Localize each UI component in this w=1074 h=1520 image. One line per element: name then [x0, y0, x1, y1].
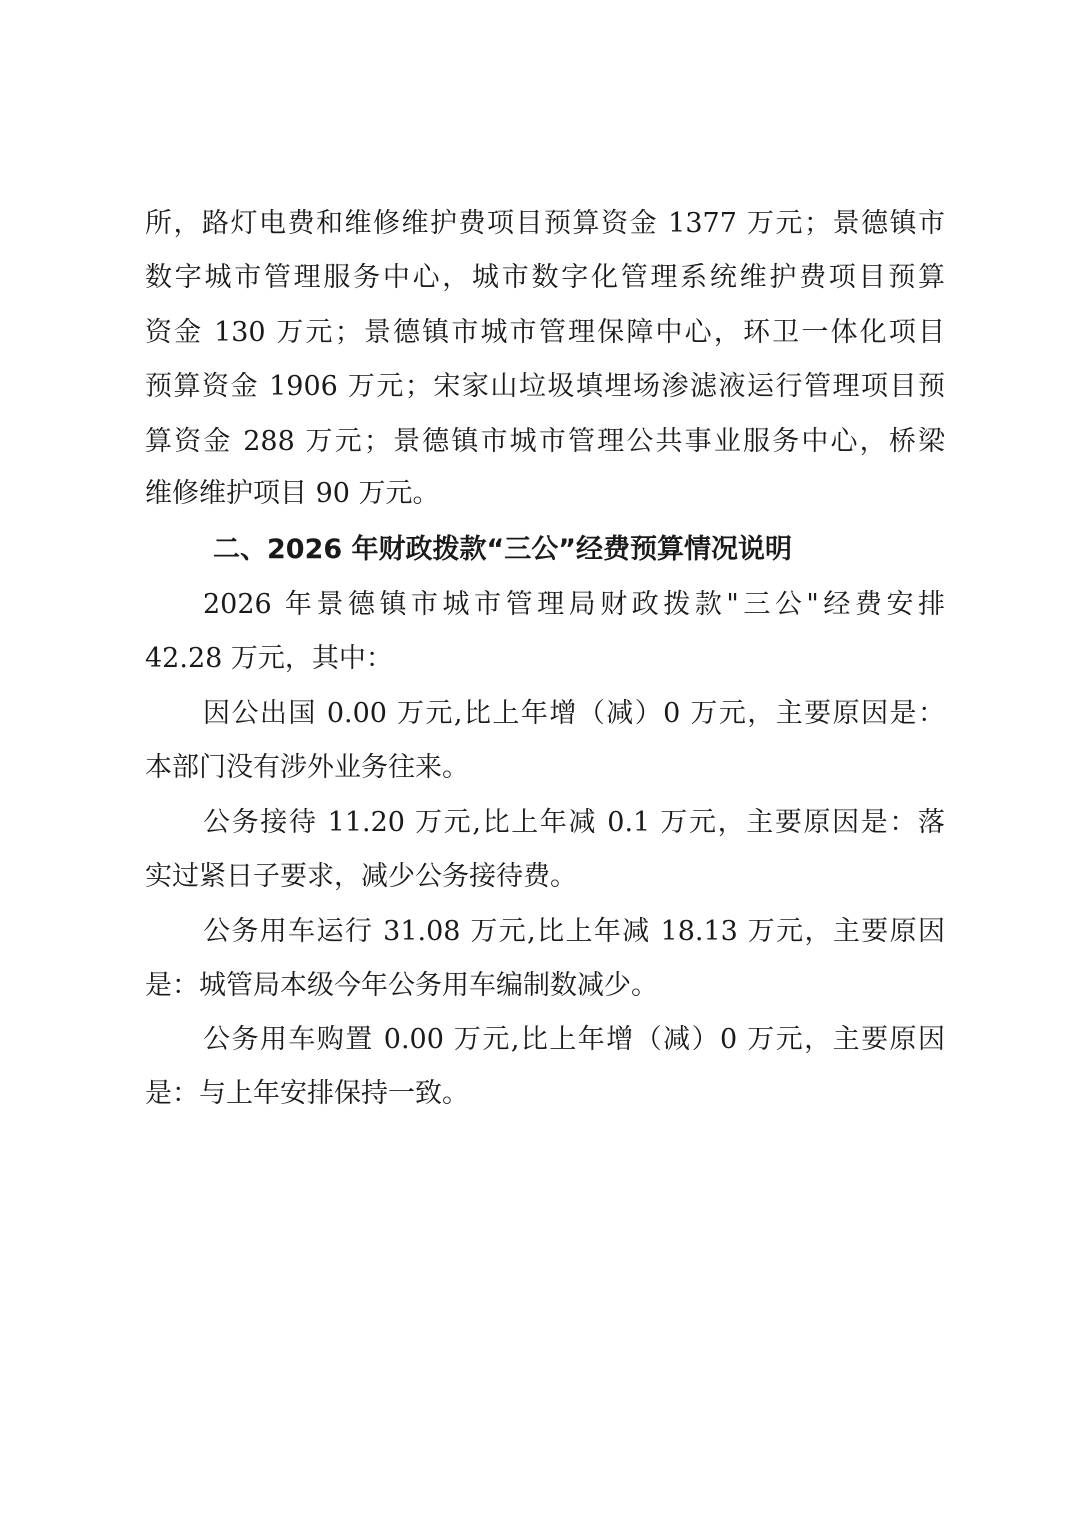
body-line: 所，路灯电费和维修维护费项目预算资金 1377 万元；景德镇市 — [145, 208, 945, 239]
section-heading: 二、2026 年财政拨款“三公”经费预算情况说明 — [213, 534, 793, 565]
body-line: 算资金 288 万元；景德镇市城市管理公共事业服务中心，桥梁 — [145, 426, 945, 457]
reception-line: 公务接待 11.20 万元,比上年减 0.1 万元，主要原因是：落 — [203, 807, 945, 838]
intro-line: 42.28 万元，其中： — [145, 643, 393, 674]
vehicle-operation-line: 是：城管局本级今年公务用车编制数减少。 — [145, 970, 658, 1001]
abroad-line: 因公出国 0.00 万元,比上年增（减）0 万元，主要原因是： — [203, 698, 945, 729]
body-line: 预算资金 1906 万元；宋家山垃圾填埋场渗滤液运行管理项目预 — [145, 371, 945, 402]
reception-line: 实过紧日子要求，减少公务接待费。 — [145, 861, 577, 892]
abroad-line: 本部门没有涉外业务往来。 — [145, 752, 469, 783]
intro-line: 2026 年景德镇市城市管理局财政拨款"三公"经费安排 — [203, 589, 945, 620]
vehicle-operation-line: 公务用车运行 31.08 万元,比上年减 18.13 万元，主要原因 — [203, 916, 945, 947]
body-line: 资金 130 万元；景德镇市城市管理保障中心，环卫一体化项目 — [145, 317, 945, 348]
body-line: 维修维护项目 90 万元。 — [145, 478, 440, 509]
vehicle-purchase-line: 是：与上年安排保持一致。 — [145, 1078, 469, 1109]
vehicle-purchase-line: 公务用车购置 0.00 万元,比上年增（减）0 万元，主要原因 — [203, 1024, 945, 1055]
body-line: 数字城市管理服务中心，城市数字化管理系统维护费项目预算 — [145, 262, 945, 293]
